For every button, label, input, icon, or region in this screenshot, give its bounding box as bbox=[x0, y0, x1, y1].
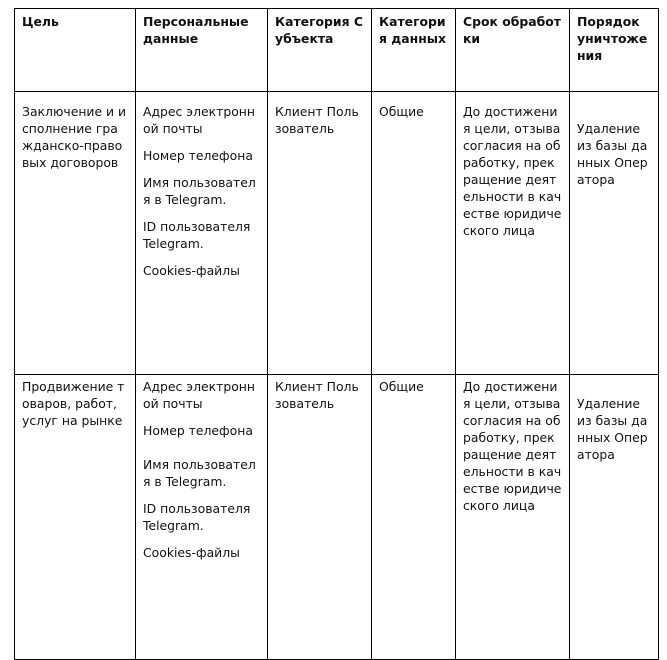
cell-data-category: Общие bbox=[372, 92, 456, 375]
personal-data-item: Имя пользователя в Telegram. bbox=[143, 175, 256, 207]
header-purpose: Цель bbox=[15, 9, 136, 92]
header-processing-period: Срок обработки bbox=[456, 9, 570, 92]
cell-personal-data bbox=[136, 375, 268, 660]
cell-destruction-procedure: Удаление из базы данных Оператора bbox=[570, 375, 659, 660]
cell-processing-period: До достижения цели, отзыва согласия на обработку, прекращение деятельности в качестве юридического лица bbox=[456, 92, 570, 375]
cell-subject-category: Клиент Пользователь bbox=[268, 92, 372, 375]
personal-data-item: Номер телефона bbox=[143, 423, 253, 438]
cell-processing-period: До достижения цели, отзыва согласия на обработку, прекращение деятельности в качестве юридического лица bbox=[456, 375, 570, 660]
header-subject-category: Категория Субъекта bbox=[268, 9, 372, 92]
header-destruction-procedure: Порядок уничтожения bbox=[570, 9, 659, 92]
cell-personal-data bbox=[136, 92, 268, 375]
personal-data-item: Cookies-файлы bbox=[143, 545, 240, 560]
cell-purpose: Заключение и исполнение гражданско-правовых договоров bbox=[15, 92, 136, 375]
cell-subject-category: Клиент Пользователь bbox=[268, 375, 372, 660]
personal-data-item: Имя пользователя в Telegram. bbox=[143, 457, 256, 489]
table-row bbox=[15, 375, 659, 660]
personal-data-table bbox=[14, 8, 659, 660]
cell-destruction-procedure: Удаление из базы данных Оператора bbox=[570, 92, 659, 375]
cell-purpose: Продвижение товаров, работ, услуг на рынке bbox=[15, 375, 136, 660]
personal-data-item: Адрес электронной почты bbox=[143, 104, 255, 136]
personal-data-item: ID пользователя Telegram. bbox=[143, 501, 251, 533]
cell-data-category: Общие bbox=[372, 375, 456, 660]
table-row bbox=[15, 92, 659, 375]
header-data-category: Категория данных bbox=[372, 9, 456, 92]
personal-data-item: Cookies-файлы bbox=[143, 263, 240, 278]
header-personal-data: Персональные данные bbox=[136, 9, 268, 92]
table-header-row bbox=[15, 9, 659, 92]
personal-data-item: Адрес электронной почты bbox=[143, 379, 255, 411]
personal-data-item: ID пользователя Telegram. bbox=[143, 219, 251, 251]
personal-data-item: Номер телефона bbox=[143, 148, 253, 163]
